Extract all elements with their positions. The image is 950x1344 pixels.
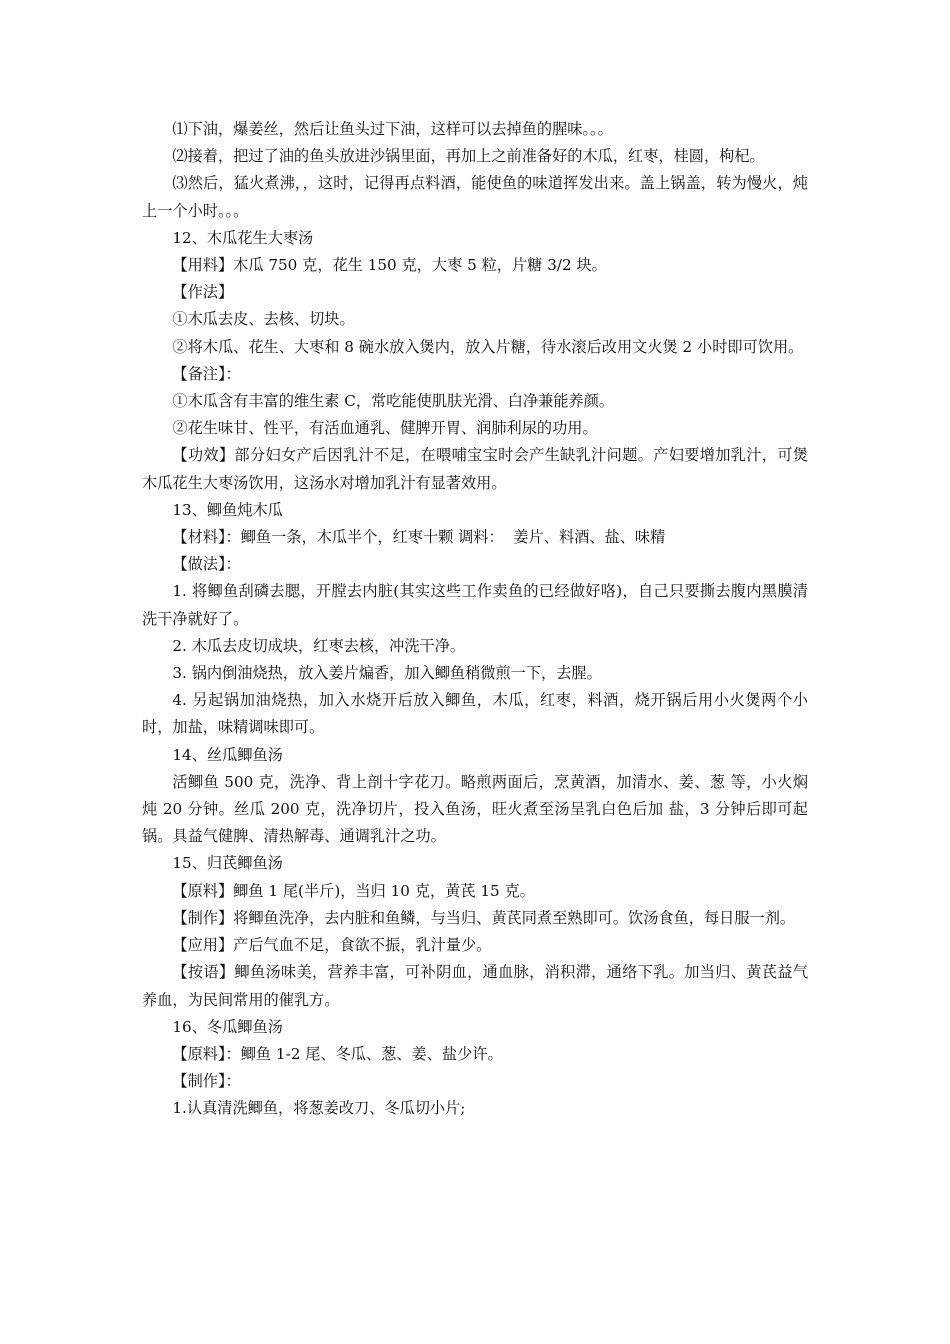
effect-paragraph: 【功效】部分妇女产后因乳汁不足，在喂哺宝宝时会产生缺乳汁问题。产妇要增加乳汁，可煲木瓜花生大枣汤饮用，这汤水对增加乳汁有显著效用。: [142, 446, 808, 492]
preparation-label: 【制作】：: [172, 1072, 241, 1091]
document-page: [142, 116, 808, 1123]
recipe-heading: 15、归芪鲫鱼汤: [172, 854, 283, 873]
ingredients-paragraph: 【材料】：鲫鱼一条，木瓜半个，红枣十颗 调料： 姜片、料酒、盐、味精: [172, 528, 666, 547]
step-paragraph: 4. 另起锅加油烧热，加入水烧开后放入鲫鱼，木瓜，红枣，料酒，烧开锅后用小火煲两个小时，加盐，味精调味即可。: [142, 691, 808, 737]
preparation-paragraph: 【制作】将鲫鱼洗净，去内脏和鱼鳞，与当归、黄芪同煮至熟即可。饮汤食鱼，每日服一剂。: [172, 908, 796, 927]
step-paragraph: ①木瓜去皮、去核、切块。: [172, 310, 355, 329]
step-paragraph: ⑶然后，猛火煮沸，，这时，记得再点料酒，能使鱼的味道挥发出来。盖上锅盖，转为慢火，炖上一个小时。。。: [142, 174, 808, 220]
ingredients-paragraph: 【原料】鲫鱼 1 尾(半斤)，当归 10 克，黄芪 15 克。: [172, 881, 535, 900]
step-paragraph: ②将木瓜、花生、大枣和 8 碗水放入煲内，放入片糖，待水滚后改用文火煲 2 小时即可饮用。: [172, 337, 804, 356]
recipe-heading: 16、冬瓜鲫鱼汤: [172, 1017, 283, 1036]
step-paragraph: 1. 将鲫鱼刮磷去腮，开膛去内脏(其实这些工作卖鱼的已经做好咯)，自己只要撕去腹内黑膜清洗干净就好了。: [142, 582, 808, 628]
recipe-heading: 13、鲫鱼炖木瓜: [172, 500, 283, 519]
note-paragraph: ①木瓜含有丰富的维生素 C，常吃能使肌肤光滑、白净兼能养颜。: [172, 392, 615, 411]
body-paragraph: 活鲫鱼 500 克，洗净、背上剖十字花刀。略煎两面后，烹黄酒，加清水、姜、葱 等，小火焖炖 20 分钟。丝瓜 200 克，洗净切片，投入鱼汤，旺火煮至汤呈乳白色后加 盐，3 分钟后即可起锅。具益气健脾、清热解毒、通调乳汁之功。: [142, 772, 808, 846]
step-paragraph: ⑵接着，把过了油的鱼头放进沙锅里面，再加上之前准备好的木瓜，红枣，桂圆，枸杞。: [172, 147, 765, 166]
step-paragraph: ⑴下油，爆姜丝，然后让鱼头过下油，这样可以去掉鱼的腥味。。。: [172, 120, 613, 138]
step-paragraph: 3. 锅内倒油烧热，放入姜片煸香，加入鲫鱼稍微煎一下，去腥。: [172, 664, 602, 683]
ingredients-paragraph: 【原料】：鲫鱼 1-2 尾、冬瓜、葱、姜、盐少许。: [172, 1044, 503, 1063]
step-paragraph: 1.认真清洗鲫鱼，将葱姜改刀、冬瓜切小片;: [172, 1099, 466, 1118]
step-paragraph: 2. 木瓜去皮切成块，红枣去核，冲洗干净。: [172, 636, 466, 655]
ingredients-paragraph: 【用料】木瓜 750 克，花生 150 克，大枣 5 粒，片糖 3/2 块。: [172, 256, 607, 275]
application-paragraph: 【应用】产后气血不足，食欲不振，乳汁量少。: [172, 936, 492, 955]
comment-paragraph: 【按语】鲫鱼汤味美，营养丰富，可补阴血，通血脉，消积滞，通络下乳。加当归、黄芪益气养血，为民间常用的催乳方。: [142, 963, 808, 1009]
recipe-heading: 14、丝瓜鲫鱼汤: [172, 745, 283, 764]
method-label: 【做法】：: [172, 555, 241, 574]
recipe-heading: 12、木瓜花生大枣汤: [172, 228, 314, 247]
note-paragraph: ②花生味甘、性平，有活血通乳、健脾开胃、润肺利尿的功用。: [172, 419, 598, 438]
notes-label: 【备注】：: [172, 364, 241, 383]
method-label: 【作法】: [172, 283, 234, 302]
